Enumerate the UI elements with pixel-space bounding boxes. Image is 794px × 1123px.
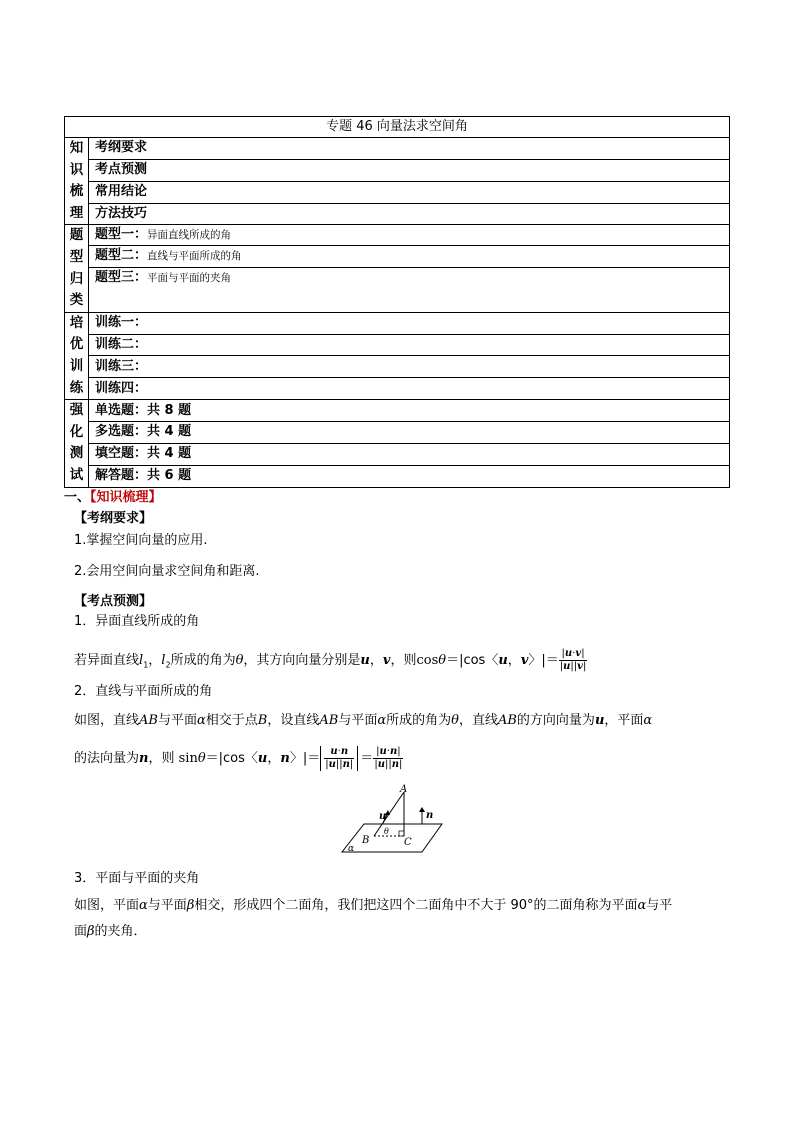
outline-item: 题型三：平面与平面的夹角 <box>89 267 730 312</box>
section-heading: 一、【知识梳理】 <box>64 490 162 505</box>
table-row <box>65 421 730 443</box>
outline-item: 多选题：共 4 题 <box>89 421 730 443</box>
table-row <box>65 246 730 267</box>
category-label-training: 培 优 训 练 <box>65 312 89 399</box>
point-2-title: 2．直线与平面所成的角 <box>74 684 213 699</box>
label-theta: θ <box>384 827 389 836</box>
table-row <box>65 312 730 334</box>
point-2-text-line-2: 的法向量为n，则 sinθ＝|cos〈u，n〉|＝ $\frac{u\cdot n}{|u||n|}$ ＝ $\frac{|u\cdot n|}{|u||n|}$ <box>74 746 403 770</box>
line-plane-figure <box>338 782 448 854</box>
label-b: B <box>362 835 370 846</box>
table-row <box>65 400 730 422</box>
table-row <box>65 225 730 246</box>
label-n: n <box>426 810 434 821</box>
label-u: u <box>379 811 387 822</box>
point-1-title: 1．异面直线所成的角 <box>74 614 200 629</box>
point-3-title: 3．平面与平面的夹角 <box>74 871 200 886</box>
outline-item: 训练三： <box>89 356 730 378</box>
outline-item: 题型一：异面直线所成的角 <box>89 225 730 246</box>
fraction-un: $\frac{|u\cdot n|}{|u||n|}$ <box>374 746 403 770</box>
outline-item: 训练一： <box>89 312 730 334</box>
table-row <box>65 443 730 465</box>
kaogang-heading: 【考纲要求】 <box>74 511 153 526</box>
point-3-text-line-2: 面β的夹角． <box>74 924 147 939</box>
outline-item: 单选题：共 8 题 <box>89 400 730 422</box>
outline-table <box>64 116 730 488</box>
outline-item: 解答题：共 6 题 <box>89 465 730 487</box>
outline-item: 考点预测 <box>89 159 730 181</box>
point-1-text: 若异面直线$l_1$，$l_2$所成的角为θ，其方向向量分别是u，v，则cosθ＝|cos〈u，v〉|＝ $\frac{|u\cdot v|}{|u||v|}$ <box>74 648 587 672</box>
table-row <box>65 356 730 378</box>
point-2-text-line-1: 如图，直线AB与平面α相交于点B，设直线AB与平面α所成的角为θ，直线AB的方向向量为u，平面α <box>74 713 653 728</box>
outline-item: 常用结论 <box>89 181 730 203</box>
kaogang-item-1: 1.掌握空间向量的应用. <box>74 533 208 548</box>
table-row <box>65 378 730 400</box>
kaogang-item-2: 2.会用空间向量求空间角和距离. <box>74 564 260 579</box>
outline-item: 方法技巧 <box>89 203 730 225</box>
outline-item: 训练二： <box>89 334 730 356</box>
table-title-row <box>65 117 730 138</box>
outline-item: 填空题：共 4 题 <box>89 443 730 465</box>
kaodian-heading: 【考点预测】 <box>74 594 153 609</box>
table-row <box>65 334 730 356</box>
table-row <box>65 203 730 225</box>
table-row <box>65 181 730 203</box>
label-a: A <box>400 784 408 795</box>
table-row <box>65 159 730 181</box>
table-row <box>65 267 730 312</box>
table-title: 专题 46 向量法求空间角 <box>65 117 730 138</box>
point-3-text-line-1: 如图，平面α与平面β相交，形成四个二面角，我们把这四个二面角中不大于 90°的二面角称为平面α与平 <box>74 898 673 913</box>
outline-item: 训练四： <box>89 378 730 400</box>
normal-arrow <box>419 807 425 812</box>
fraction-uv: $\frac{|u\cdot v|}{|u||v|}$ <box>559 648 587 672</box>
plane-parallelogram <box>342 824 442 852</box>
category-label-tests: 强 化 测 试 <box>65 400 89 487</box>
right-angle-mark <box>399 831 404 836</box>
label-c: C <box>404 837 412 848</box>
category-label-types: 题 型 归 类 <box>65 225 89 312</box>
label-alpha: α <box>348 844 355 854</box>
outline-item: 题型二：直线与平面所成的角 <box>89 246 730 267</box>
outline-item: 考纲要求 <box>89 138 730 160</box>
category-label-knowledge: 知 识 梳 理 <box>65 138 89 225</box>
table-row <box>65 465 730 487</box>
table-row <box>65 138 730 160</box>
